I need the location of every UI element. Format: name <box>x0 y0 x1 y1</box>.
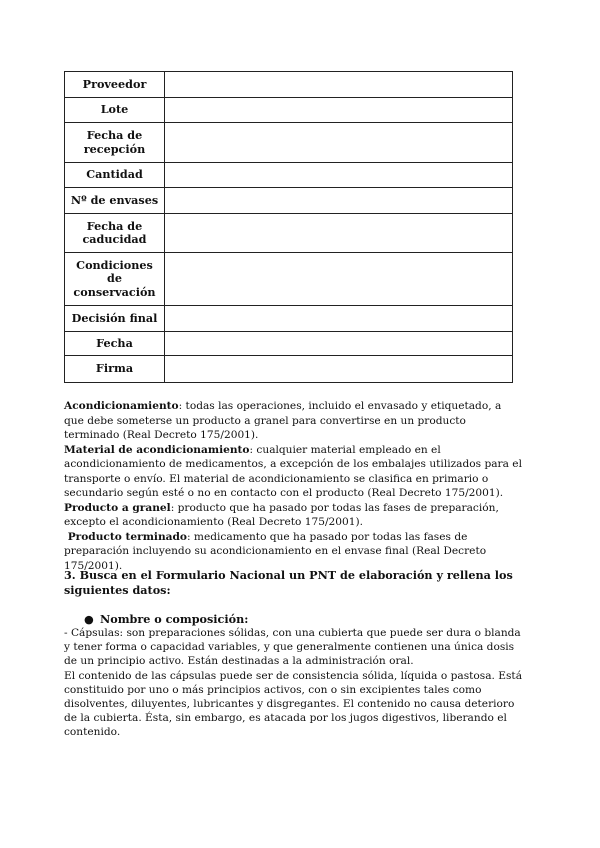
definition-text: : medicamento que ha pasado por todas las fases de preparación incluyendo su acondicionamiento en el envase final (Real Decreto 175/2001). <box>64 530 487 572</box>
row-label-cantidad: Cantidad <box>65 163 165 188</box>
table-row <box>65 188 513 214</box>
table-row <box>65 356 513 383</box>
row-value-condiciones[interactable] <box>165 253 513 306</box>
row-value-fecha-caducidad[interactable] <box>165 214 513 253</box>
row-value-fecha-recepcion[interactable] <box>165 123 513 163</box>
definition-term: Material de acondicionamiento <box>64 443 250 456</box>
paragraph: - Cápsulas: son preparaciones sólidas, con una cubierta que puede ser dura o blanda y tener forma o capacidad variables, y que generalmente contienen una única dosis de un principio activo. Están destinadas a la administración oral. <box>64 627 521 668</box>
row-label-decision-final: Decisión final <box>65 306 165 332</box>
definition-acondicionamiento <box>64 399 524 443</box>
definition-producto-granel <box>64 501 524 530</box>
row-label-lote: Lote <box>65 98 165 123</box>
definition-term: Producto terminado <box>64 530 187 543</box>
bullet-dot-icon: ● <box>84 612 94 626</box>
paragraph: El contenido de las cápsulas puede ser de consistencia sólida, líquida o pastosa. Está constituido por uno o más principios activos, con o sin excipientes tales como disolventes, diluyentes, lubricantes y disgregantes. El contenido no causa deterioro de la cubierta. Ésta, sin embargo, es atacada por los jugos digestivos, liberando el contenido. <box>64 669 523 739</box>
row-value-cantidad[interactable] <box>165 163 513 188</box>
definitions-block <box>64 399 524 573</box>
definition-producto-terminado <box>64 530 524 574</box>
definition-text: : producto que ha pasado por todas las fases de preparación, excepto el acondicionamiento (Real Decreto 175/2001). <box>64 501 499 528</box>
row-label-num-envases: Nº de envases <box>65 188 165 214</box>
definition-text: : todas las operaciones, incluido el envasado y etiquetado, a que debe someterse un producto a granel para convertirse en un producto terminado (Real Decreto 175/2001). <box>64 400 502 441</box>
definition-term: Producto a granel <box>64 501 171 514</box>
section-bullet-heading <box>84 612 248 626</box>
row-label-fecha-caducidad: Fecha de caducidad <box>65 214 165 253</box>
row-value-lote[interactable] <box>165 98 513 123</box>
row-label-fecha-recepcion: Fecha de recepción <box>65 123 165 163</box>
table-row <box>65 332 513 356</box>
table-row <box>65 306 513 332</box>
table-row <box>65 163 513 188</box>
row-label-proveedor: Proveedor <box>65 72 165 98</box>
row-label-firma: Firma <box>65 356 165 383</box>
table-row <box>65 98 513 123</box>
row-value-num-envases[interactable] <box>165 188 513 214</box>
table-row <box>65 72 513 98</box>
definition-material-acondicionamiento <box>64 443 524 501</box>
table-row <box>65 214 513 253</box>
row-label-condiciones: Condiciones de conservación <box>65 253 165 306</box>
question-heading: 3. Busca en el Formulario Nacional un PNT de elaboración y rellena los siguientes datos: <box>64 568 513 597</box>
row-value-decision-final[interactable] <box>165 306 513 332</box>
reception-form-table <box>64 71 513 383</box>
table-row <box>65 123 513 163</box>
definition-term: Acondicionamiento <box>64 400 179 412</box>
section-heading: Nombre o composición: <box>100 612 249 626</box>
definition-text: : cualquier material empleado en el acondicionamiento de medicamentos, a excepción de los embalajes utilizados para el transporte o envío. El material de acondicionamiento se clasifica en primario o secundario según esté o no en contacto con el producto (Real Decreto 175/2001). <box>64 443 522 499</box>
section-body <box>64 626 524 740</box>
row-label-fecha: Fecha <box>65 332 165 356</box>
row-value-fecha[interactable] <box>165 332 513 356</box>
row-value-proveedor[interactable] <box>165 72 513 98</box>
table-row <box>65 253 513 306</box>
row-value-firma[interactable] <box>165 356 513 383</box>
